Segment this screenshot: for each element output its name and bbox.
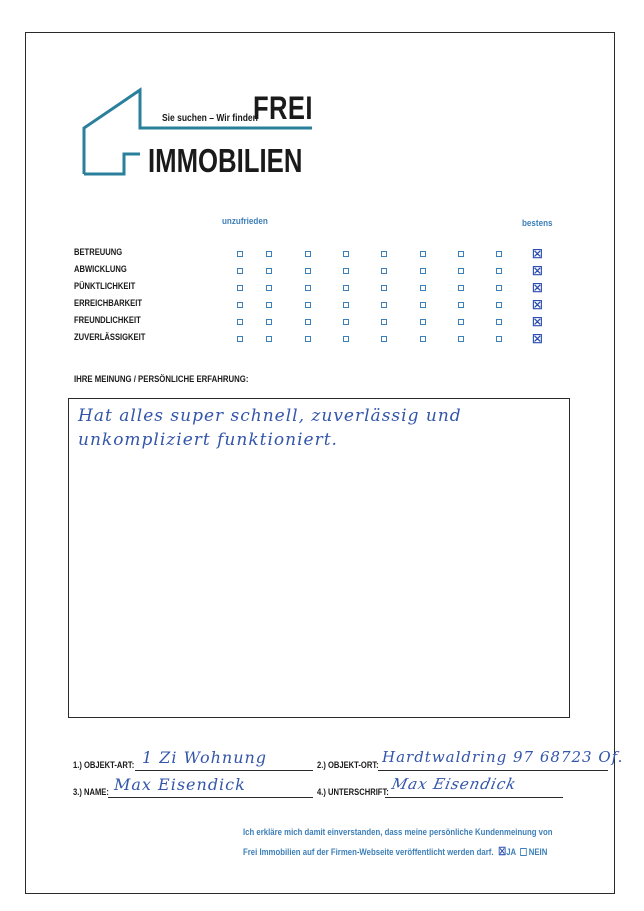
rating-checkbox[interactable] [458, 251, 464, 257]
rating-checkbox[interactable] [237, 336, 243, 342]
objekt-art-label: 1.) OBJEKT-ART: [73, 760, 135, 771]
rating-checkbox[interactable] [343, 302, 349, 308]
rating-checkbox-checked[interactable]: ☒ [532, 332, 543, 346]
name-line [108, 797, 313, 798]
logo-brand-top: FREI [253, 90, 313, 126]
scale-high-label: bestens [522, 218, 553, 229]
objekt-ort-line [378, 770, 608, 771]
consent-nein-checkbox[interactable] [521, 848, 528, 856]
consent-text-line-1: Ich erkläre mich damit einverstanden, dass meine persönliche Kundenmeinung von [243, 827, 553, 838]
rating-checkbox[interactable] [420, 336, 426, 342]
rating-checkbox-checked[interactable]: ☒ [532, 264, 543, 278]
rating-checkbox[interactable] [343, 251, 349, 257]
opinion-line-1: Hat alles super schnell, zuverlässig und [78, 406, 462, 426]
rating-checkbox[interactable] [381, 302, 387, 308]
rating-checkbox-checked[interactable]: ☒ [532, 315, 543, 329]
rating-checkbox[interactable] [496, 302, 502, 308]
rating-checkbox[interactable] [496, 319, 502, 325]
rating-checkbox[interactable] [343, 285, 349, 291]
name-label: 3.) NAME: [73, 787, 109, 798]
rating-checkbox[interactable] [458, 319, 464, 325]
rating-row-label: PÜNKTLICHKEIT [74, 281, 136, 292]
rating-checkbox[interactable] [458, 302, 464, 308]
rating-checkbox[interactable] [266, 285, 272, 291]
rating-checkbox-checked[interactable]: ☒ [532, 298, 543, 312]
rating-checkbox[interactable] [237, 251, 243, 257]
rating-checkbox[interactable] [237, 268, 243, 274]
rating-checkbox[interactable] [496, 251, 502, 257]
consent-nein-label: NEIN [528, 847, 548, 858]
rating-checkbox[interactable] [266, 251, 272, 257]
rating-checkbox[interactable] [343, 336, 349, 342]
rating-checkbox[interactable] [420, 251, 426, 257]
rating-checkbox[interactable] [458, 268, 464, 274]
rating-checkbox[interactable] [420, 302, 426, 308]
unterschrift-line [385, 797, 563, 798]
opinion-line-2: unkompliziert funktioniert. [78, 430, 338, 450]
objekt-art-line [135, 770, 313, 771]
rating-checkbox[interactable] [305, 285, 311, 291]
rating-checkbox[interactable] [420, 268, 426, 274]
logo-brand-bottom: IMMOBILIEN [148, 142, 303, 179]
consent-text-line-2 [243, 845, 547, 858]
signature[interactable]: Max Eisendick [390, 775, 519, 793]
rating-checkbox[interactable] [381, 336, 387, 342]
consent-statement: Frei Immobilien auf der Firmen-Webseite veröffentlicht werden darf. [243, 847, 494, 858]
opinion-handwriting [78, 404, 558, 452]
rating-checkbox[interactable] [237, 285, 243, 291]
consent-ja-label: JA [506, 847, 516, 858]
objekt-art-field[interactable]: 1 Zi Wohnung [142, 748, 268, 767]
rating-checkbox-checked[interactable]: ☒ [532, 247, 543, 261]
rating-checkbox[interactable] [237, 319, 243, 325]
rating-row-label: ERREICHBARKEIT [74, 298, 142, 309]
opinion-title: IHRE MEINUNG / PERSÖNLICHE ERFAHRUNG: [74, 374, 249, 385]
rating-checkbox[interactable] [496, 268, 502, 274]
unterschrift-label: 4.) UNTERSCHRIFT: [317, 787, 389, 798]
rating-checkbox[interactable] [381, 251, 387, 257]
rating-checkbox[interactable] [458, 285, 464, 291]
objekt-ort-label: 2.) OBJEKT-ORT: [317, 760, 379, 771]
rating-row-label: ZUVERLÄSSIGKEIT [74, 332, 146, 343]
rating-checkbox[interactable] [305, 251, 311, 257]
rating-checkbox[interactable] [458, 336, 464, 342]
scale-low-label: unzufrieden [222, 216, 268, 227]
rating-checkbox[interactable] [266, 336, 272, 342]
rating-checkbox[interactable] [266, 268, 272, 274]
rating-checkbox-checked[interactable]: ☒ [532, 281, 543, 295]
rating-row-label: ABWICKLUNG [74, 264, 127, 275]
rating-checkbox[interactable] [266, 319, 272, 325]
rating-checkbox[interactable] [305, 302, 311, 308]
consent-ja-checkbox-checked[interactable]: ☒ [498, 846, 507, 858]
rating-checkbox[interactable] [381, 268, 387, 274]
name-field[interactable]: Max Eisendick [114, 775, 246, 794]
rating-checkbox[interactable] [420, 285, 426, 291]
rating-checkbox[interactable] [305, 336, 311, 342]
rating-checkbox[interactable] [496, 336, 502, 342]
rating-checkbox[interactable] [343, 268, 349, 274]
rating-checkbox[interactable] [420, 319, 426, 325]
rating-checkbox[interactable] [496, 285, 502, 291]
rating-checkbox[interactable] [381, 285, 387, 291]
rating-row-label: FREUNDLICHKEIT [74, 315, 141, 326]
rating-checkbox[interactable] [381, 319, 387, 325]
rating-row-label: BETREUUNG [74, 247, 123, 258]
rating-checkbox[interactable] [266, 302, 272, 308]
logo-tagline: Sie suchen – Wir finden [162, 113, 258, 124]
rating-checkbox[interactable] [305, 319, 311, 325]
rating-checkbox[interactable] [237, 302, 243, 308]
objekt-ort-field[interactable]: Hardtwaldring 97 68723 Of. [382, 748, 624, 766]
rating-checkbox[interactable] [305, 268, 311, 274]
rating-checkbox[interactable] [343, 319, 349, 325]
